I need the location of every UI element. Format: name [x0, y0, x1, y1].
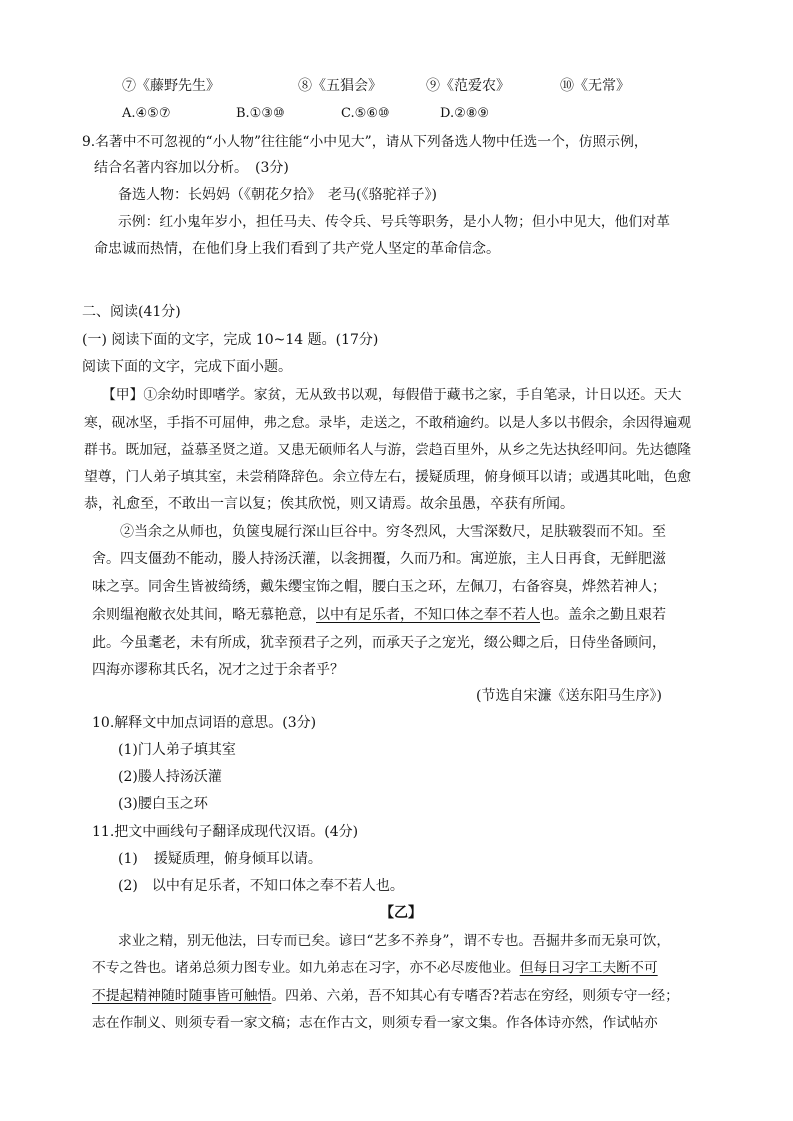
- jia-source: (节选自宋濂《送东阳马生序》): [476, 688, 662, 704]
- jia-p2-line-6: 四海亦谬称其氏名，况才之过于余者乎？: [92, 662, 344, 678]
- work-item-7: ⑦《藤野先生》: [122, 78, 220, 94]
- jia-p2-line-4: [92, 605, 666, 625]
- q10-item-1: (1)门人弟子填其室: [118, 742, 236, 758]
- q11-item-1: [118, 849, 322, 869]
- q9-candidates: 备选人物：长妈妈（《朝花夕拾》 老马(《骆驼祥子》): [118, 187, 437, 203]
- work-item-9: ⑨《范爱农》: [426, 78, 510, 94]
- jia-p2-line-4-end: 也。盖余之勤且艰若: [540, 607, 666, 623]
- option-a: A.④⑤⑦: [122, 106, 171, 121]
- yi-heading: 【乙】: [380, 905, 422, 921]
- q10-item-3: (3)腰白玉之环: [118, 796, 208, 812]
- jia-p2-line-3: 味之享。同舍生皆被绮绣，戴朱缨宝饰之帽，腰白玉之环，左佩刀，右备容臭，烨然若神人；: [92, 579, 666, 595]
- jia-p2-line-5: 此。今虽耄老，未有所成，犹幸预君子之列，而承天子之宠光，缀公卿之后，日侍坐备顾问，: [92, 635, 666, 651]
- jia-p1-line-5: 恭，礼愈至，不敢出一言以复；俟其欣悦，则又请焉。故余虽愚，卒获有所闻。: [84, 496, 574, 512]
- work-item-8: ⑧《五猖会》: [298, 78, 382, 94]
- yi-line-4: 志在作制义、则须专看一家文稿；志在作古文，则须专看一家文集。作各体诗亦然，作试帖亦: [92, 1015, 658, 1031]
- yi-line-2: [92, 958, 658, 978]
- section-instruction: 阅读下面的文字，完成下面小题。: [82, 359, 292, 375]
- option-c: C.⑤⑥⑩: [341, 106, 390, 121]
- q11-item-1-text: 援疑质理，俯身倾耳以请。: [153, 851, 322, 867]
- yi-line-3: [92, 986, 679, 1006]
- q9-line-1: 9.名著中不可忽视的“小人物”往往能“小中见大”，请从下列备选人物中任选一个，仿照示例，: [82, 134, 648, 150]
- q9-example-line-1: 示例：红小鬼年岁小，担任马夫、传令兵、号兵等职务，是小人物；但小中见大，他们对革: [118, 214, 670, 230]
- jia-p1-line-4: 望尊，门人弟子填其室，未尝稍降辞色。余立侍左右，援疑质理，俯身倾耳以请；或遇其叱咄，色愈: [84, 469, 692, 485]
- jia-p1-line-2: 寒，砚冰坚，手指不可屈伸，弗之怠。录毕，走送之，不敢稍逾约。以是人多以书假余，余因得遍观: [84, 415, 692, 431]
- q11-item-2-number: (2): [118, 878, 138, 894]
- q11-item-2-text: 以中有足乐者，不知口体之奉不若人也。: [151, 878, 404, 894]
- q9-example-line-2: 命忠诚而热情，在他们身上我们看到了共产党人坚定的革命信念。: [94, 241, 500, 257]
- q11-item-1-number: (1): [118, 851, 138, 867]
- work-item-10: ⑩《无常》: [560, 78, 630, 94]
- yi-line-3-end: 。四弟、六弟，吾不知其心有专嗜否?若志在穷经，则须专守一经；: [271, 988, 679, 1004]
- jia-p1-line-1: 【甲】①余幼时即嗜学。家贫，无从致书以观，每假借于藏书之家，手自笔录，计日以还。天大: [102, 387, 682, 403]
- option-b: B.①③⑩: [236, 106, 285, 121]
- jia-p1-line-3: 群书。既加冠，益慕圣贤之道。又患无硕师名人与游，尝趋百里外，从乡之先达执经叩问。先达德隆: [84, 442, 692, 458]
- q9-line-2: 结合名著内容加以分析。 (3分): [94, 160, 289, 176]
- section-heading: 二、阅读(41分): [82, 304, 181, 320]
- q11-title: 11.把文中画线句子翻译成现代汉语。(4分): [92, 824, 359, 840]
- jia-p2-line-4-start: 余则缊袍敝衣处其间，略无慕艳意，: [92, 607, 316, 623]
- yi-line-1: 求业之精，别无他法，曰专而已矣。谚曰“艺多不养身”，谓不专也。吾掘井多而无泉可饮，: [118, 933, 671, 949]
- underlined-sentence-yi-part-1: 但每日习字工夫断不可: [519, 960, 658, 976]
- q10-item-2: (2)媵人持汤沃灌: [118, 769, 222, 785]
- jia-p2-line-2: 舍。四支僵劲不能动，媵人持汤沃灌，以衾拥覆，久而乃和。寓逆旅，主人日再食，无鲜肥滋: [92, 551, 666, 567]
- q11-item-2: [118, 876, 404, 896]
- underlined-sentence-yi-part-2: 不提起精神随时随事皆可触悟: [92, 988, 272, 1004]
- yi-line-2-start: 不专之咎也。诸弟总须力图专业。如九弟志在习字，亦不必尽废他业。: [92, 960, 520, 976]
- jia-p2-line-1: ②当余之从师也，负箧曳屣行深山巨谷中。穷冬烈风，大雪深数尺，足肤皲裂而不知。至: [120, 524, 666, 540]
- q10-title: 10.解释文中加点词语的意思。(3分): [92, 715, 317, 731]
- underlined-sentence-2: 以中有足乐者，不知口体之奉不若人: [316, 607, 540, 623]
- section-subheading: (一) 阅读下面的文字，完成 10~14 题。(17分): [82, 332, 379, 348]
- option-d: D.②⑧⑨: [440, 106, 490, 121]
